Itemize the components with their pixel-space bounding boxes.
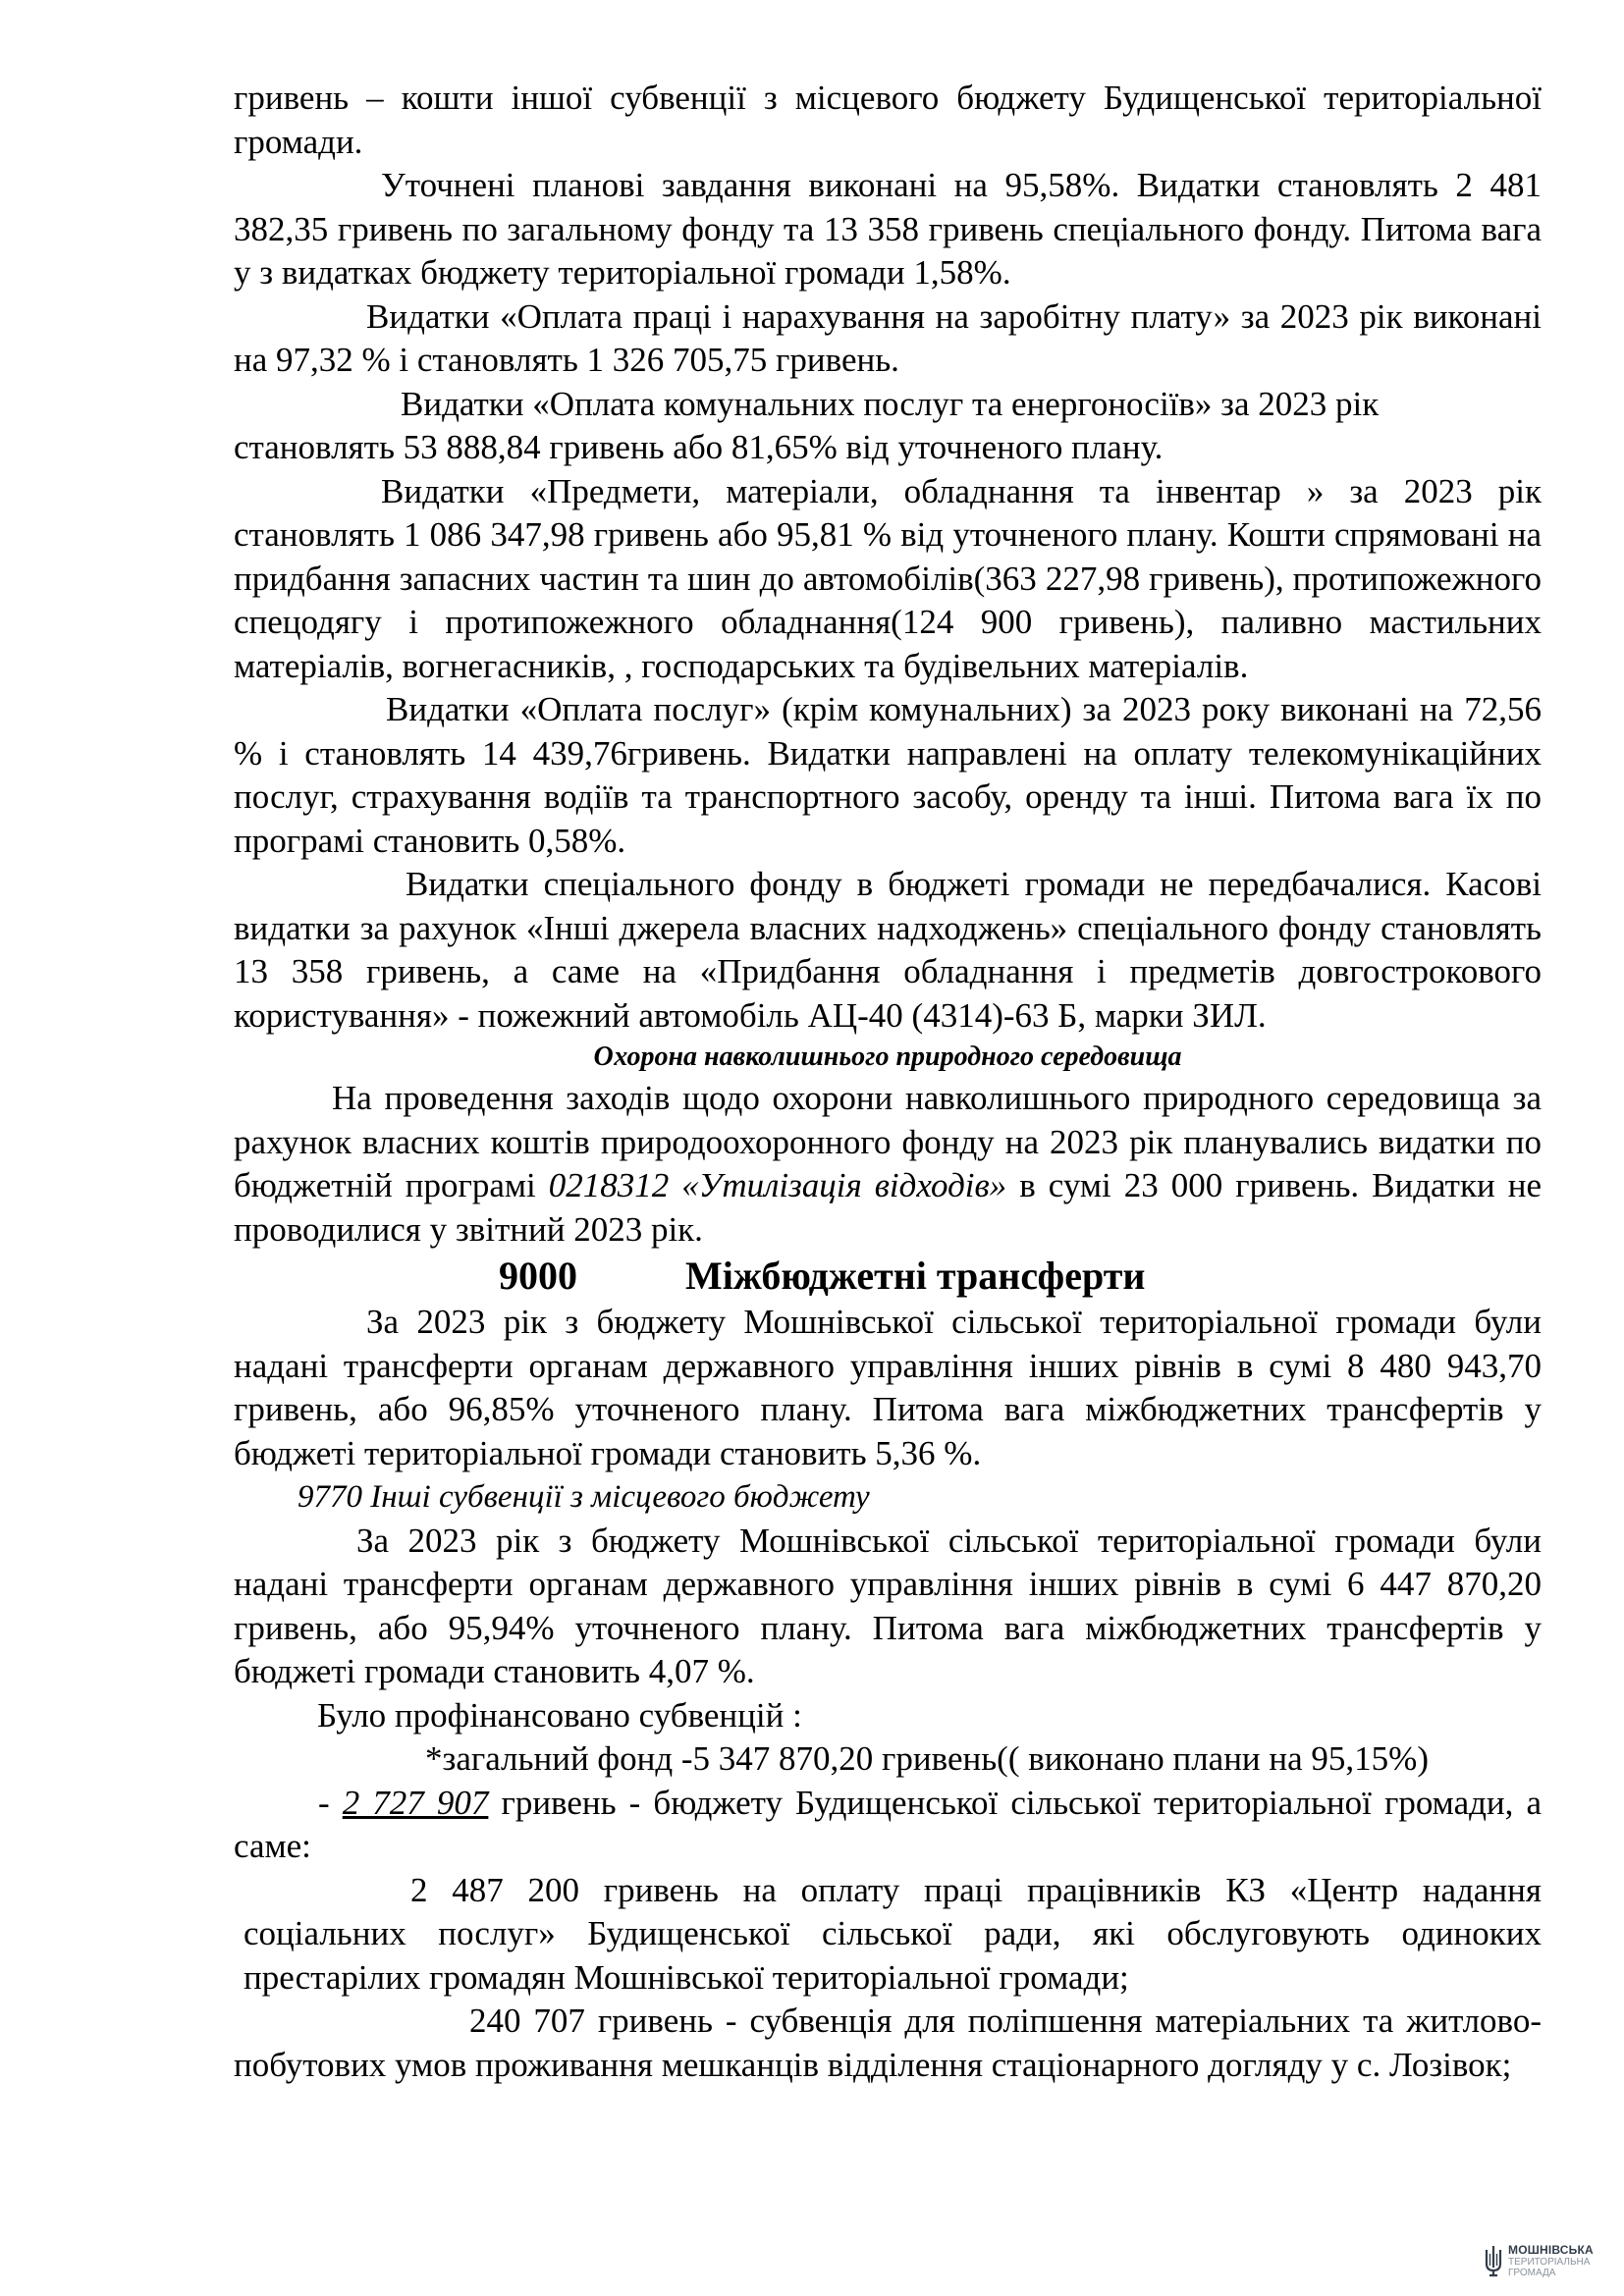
trident-emblem-icon [1483,2244,1504,2277]
paragraph-utilities-line1: Видатки «Оплата комунальних послуг та енергоносіїв» за 2023 рік [401,384,1380,423]
list-dash: - [318,1783,343,1822]
paragraph-social-center-salaries: 2 487 200 гривень на оплату праці працівників КЗ «Центр надання соціальних послуг» Будищенської сільської ради, які обслуговують одиноких престарілих громадян Мошнівської територіальної громади; [244,1870,1542,1997]
section-heading-environment: Охорона навколишнього природного середовища [593,1041,1182,1072]
logo-subtitle-2: ГРОМАДА [1508,2268,1556,2278]
paragraph-general-fund: *загальний фонд -5 347 870,20 гривень(( виконано плани на 95,15%) [425,1739,1429,1778]
paragraph-salary-expenses: Видатки «Оплата праці і нарахування на заробітну плату» за 2023 рік виконані на 97,32 % і становлять 1 326 705,75 гривень. [234,296,1542,379]
subsection-heading-other-subventions: 9770 Інші субвенції з місцевого бюджету [298,1479,870,1515]
section-code: 9000 [499,1254,577,1298]
paragraph-financed-subventions: Було профінансовано субвенцій : [317,1695,802,1735]
paragraph-subvention-continuation: гривень – кошти іншої субвенції з місцевого бюджету Будищенської територіальної громади. [234,79,1542,161]
paragraph-services-expenses: Видатки «Оплата послуг» (крім комунальних) за 2023 року виконані на 72,56 % і становлять 14 439,76гривень. Видатки направлені на оплату телекомунікаційних послуг, страхування водіїв та транспортного засобу, оренду та інші. Питома вага їх по програмі становить 0,58%. [234,690,1542,860]
paragraph-budyshche-budget [234,1782,1542,1869]
paragraph-special-fund: Видатки спеціального фонду в бюджеті громади не передбачалися. Касові видатки за рахунок «Інші джерела власних надходжень» спеціального фонду становлять 13 358 гривень, а саме на «Придбання обладнання і предметів довгострокового користування» - пожежний автомобіль АЦ-40 (4314)-63 Б, марки ЗИЛ. [234,865,1542,1035]
community-logo [1483,2242,1610,2281]
paragraph-utilities-line2: становлять 53 888,84 гривень або 81,65% від уточненого плану. [234,428,1164,466]
logo-subtitle-1: ТЕРИТОРІАЛЬНА [1508,2257,1591,2268]
paragraph-living-conditions-subvention: 240 707 гривень - субвенція для поліпшення матеріальних та житлово-побутових умов проживання мешканців відділення стаціонарного догляду у с. Лозівок; [234,2002,1542,2084]
budyshche-amount: 2 727 907 [342,1783,489,1822]
section-title: Міжбюджетні трансферти [685,1254,1146,1298]
paragraph-materials-expenses: Видатки «Предмети, матеріали, обладнання та інвентар » за 2023 рік становлять 1 086 347,98 гривень або 95,81 % від уточненого плану. Кошти спрямовані на придбання запасних частин та шин до автомобілів(363 227,98 гривень), протипожежного спецодягу і протипожежного обладнання(124 900 гривень), паливно мастильних матеріалів, вогнегасників, , господарських та будівельних матеріалів. [234,471,1542,685]
environment-text-part1: На проведення заходів щодо охорони навколишнього природного середовища за рахунок власних коштів природоохоронного фонду на 2023 рік планувались видатки по бюджетній програмі [234,1079,1542,1204]
paragraph-transfers-total: За 2023 рік з бюджету Мошнівської сільської територіальної громади були надані трансферти органам державного управління інших рівнів в сумі 8 480 943,70 гривень, або 96,85% уточненого плану. Питома вага міжбюджетних трансфертів у бюджеті територіальної громади становить 5,36 %. [234,1303,1542,1472]
document-body [234,77,1542,2087]
paragraph-other-subventions: За 2023 рік з бюджету Мошнівської сільської територіальної громади були надані трансферти органам державного управління інших рівнів в сумі 6 447 870,20 гривень, або 95,94% уточненого плану. Питома вага міжбюджетних трансфертів у бюджеті громади становить 4,07 %. [234,1521,1542,1690]
paragraph-environment [234,1077,1542,1252]
paragraph-plan-execution: Уточнені планові завдання виконані на 95,58%. Видатки становлять 2 481 382,35 гривень по загальному фонду та 13 358 гривень спеціального фонду. Питома вага у з видатках бюджету територіальної громади 1,58%. [234,166,1542,292]
section-heading-transfers [234,1252,1542,1301]
budyshche-text: гривень - бюджету Будищенської сільської територіальної громади, а саме: [234,1783,1543,1865]
environment-text-part2: в сумі 23 000 гривень. Видатки не проводилися у звітний 2023 рік. [234,1166,1542,1249]
environment-program-name: 0218312 «Утилізація відходів» [548,1166,1007,1204]
logo-title: МОШНІВСЬКА [1508,2243,1594,2257]
